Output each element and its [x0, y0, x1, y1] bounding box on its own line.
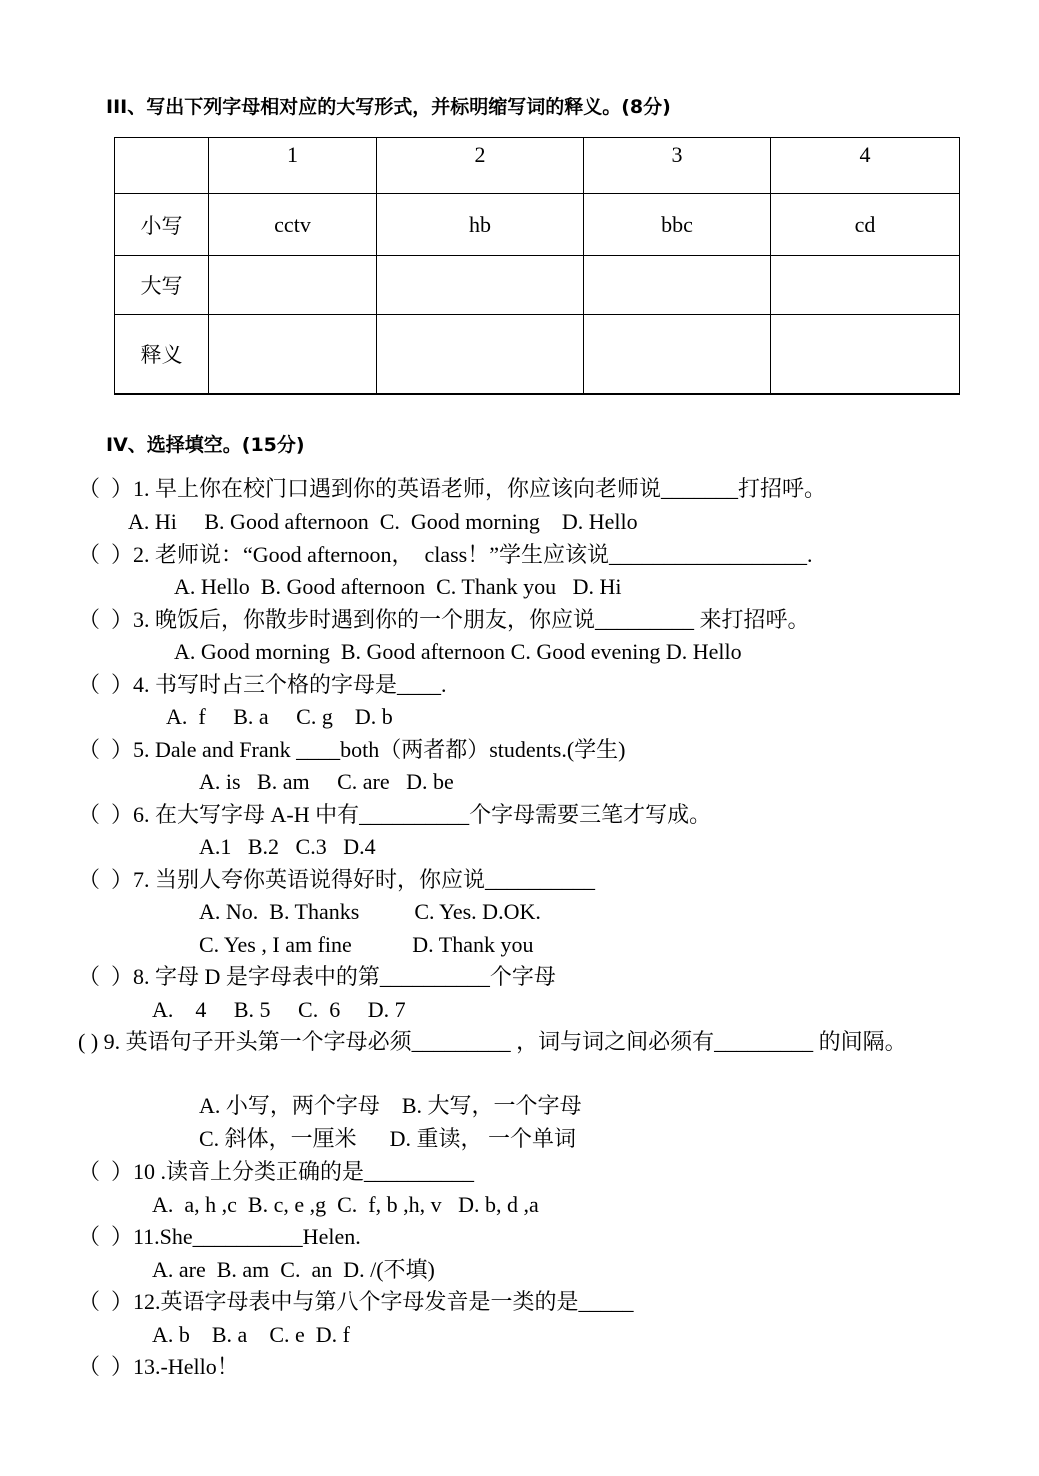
options-9b: C. 斜体，一厘米 D. 重读， 一个单词	[199, 1126, 577, 1151]
question-5: （ ）5. Dale and Frank ____both（两者都）students.(学生)	[78, 737, 626, 762]
table-cell: hb	[377, 194, 584, 256]
question-2: （ ）2. 老师说：“Good afternoon， class！”学生应该说__________________.	[78, 542, 813, 567]
table-cell: cctv	[209, 194, 377, 256]
options-1: A. Hi B. Good afternoon C. Good morning D. Hello	[128, 509, 638, 534]
answer-cell[interactable]	[584, 256, 771, 315]
question-12: （ ）12.英语字母表中与第八个字母发音是一类的是_____	[78, 1289, 634, 1314]
options-10: A. a, h ,c B. c, e ,g C. f, b ,h, v D. b, d ,a	[152, 1192, 539, 1217]
row-label: 大写	[115, 256, 209, 315]
question-13: （ ）13.-Hello！	[78, 1354, 239, 1379]
answer-cell[interactable]	[771, 315, 960, 395]
options-7b: C. Yes , I am fine D. Thank you	[199, 932, 534, 957]
options-11: A. are B. am C. an D. /(不填)	[152, 1257, 435, 1282]
options-4: A. f B. a C. g D. b	[166, 704, 393, 729]
options-7a: A. No. B. Thanks C. Yes. D.OK.	[199, 899, 541, 924]
table-header-cell: 1	[209, 138, 377, 194]
table-header-row	[115, 138, 960, 194]
question-7: （ ）7. 当别人夸你英语说得好时，你应说__________	[78, 867, 596, 892]
question-6: （ ）6. 在大写字母 A-H 中有__________个字母需要三笔才写成。	[78, 802, 712, 827]
row-label: 释义	[115, 315, 209, 395]
section-4-title: IV、选择填空。(15分)	[106, 434, 305, 456]
letters-table	[114, 137, 960, 395]
options-12: A. b B. a C. e D. f	[152, 1322, 350, 1347]
question-1: （ ）1. 早上你在校门口遇到你的英语老师，你应该向老师说_______打招呼。	[78, 476, 827, 501]
section-3-title: III、写出下列字母相对应的大写形式，并标明缩写词的释义。(8分)	[106, 96, 671, 118]
row-label: 小写	[115, 194, 209, 256]
options-5: A. is B. am C. are D. be	[199, 769, 454, 794]
table-row-lowercase	[115, 194, 960, 256]
table-header-cell: 2	[377, 138, 584, 194]
table-row-meaning	[115, 315, 960, 395]
options-3: A. Good morning B. Good afternoon C. Good evening D. Hello	[174, 639, 742, 664]
question-9: ( ) 9. 英语句子开头第一个字母必须_________ ，词与词之间必须有_________ 的间隔。	[78, 1029, 907, 1054]
question-10: （ ）10 .读音上分类正确的是__________	[78, 1159, 475, 1184]
question-8: （ ）8. 字母 D 是字母表中的第__________个字母	[78, 964, 556, 989]
answer-cell[interactable]	[584, 315, 771, 395]
question-3: （ ）3. 晚饭后，你散步时遇到你的一个朋友，你应说_________ 来打招呼。	[78, 607, 810, 632]
options-9a: A. 小写，两个字母 B. 大写，一个字母	[199, 1093, 582, 1118]
table-cell: bbc	[584, 194, 771, 256]
options-6: A.1 B.2 C.3 D.4	[199, 834, 376, 859]
answer-cell[interactable]	[209, 256, 377, 315]
answer-cell[interactable]	[377, 256, 584, 315]
table-cell: cd	[771, 194, 960, 256]
table-header-cell: 3	[584, 138, 771, 194]
options-8: A. 4 B. 5 C. 6 D. 7	[152, 997, 406, 1022]
answer-cell[interactable]	[209, 315, 377, 395]
question-4: （ ）4. 书写时占三个格的字母是____.	[78, 672, 447, 697]
table-header-cell: 4	[771, 138, 960, 194]
table-header-cell	[115, 138, 209, 194]
table-row-uppercase	[115, 256, 960, 315]
question-11: （ ）11.She__________Helen.	[78, 1224, 361, 1249]
options-2: A. Hello B. Good afternoon C. Thank you D. Hi	[174, 574, 622, 599]
answer-cell[interactable]	[377, 315, 584, 395]
answer-cell[interactable]	[771, 256, 960, 315]
